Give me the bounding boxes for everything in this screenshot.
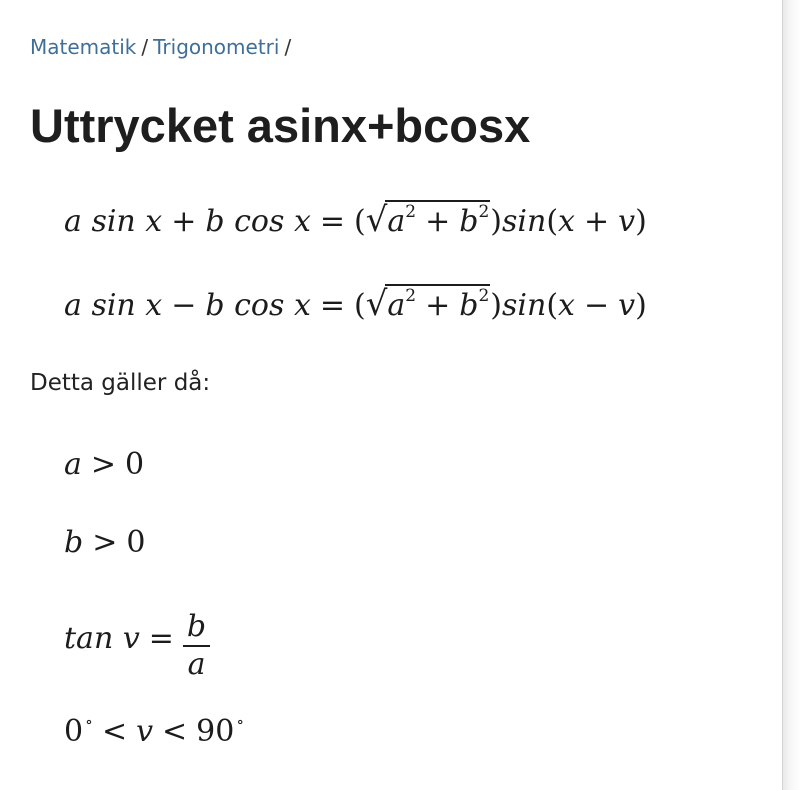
math-number: 0 — [125, 447, 145, 482]
math-exponent: 2 — [478, 286, 490, 306]
degree-symbol: ∘ — [236, 712, 245, 731]
math-function: sin — [502, 204, 547, 239]
math-symbol: x — [293, 288, 311, 323]
math-symbol: v — [618, 204, 636, 239]
radical-sign-icon: √ — [365, 284, 388, 324]
math-operator: < — [162, 714, 188, 749]
math-function: sin — [91, 288, 136, 323]
math-paren: ) — [635, 288, 647, 323]
math-symbol: v — [618, 288, 636, 323]
math-symbol: b — [459, 204, 479, 239]
math-paren: ( — [354, 288, 366, 323]
square-root — [366, 200, 491, 240]
math-operator: = — [148, 621, 174, 656]
math-symbol: x — [145, 204, 163, 239]
math-number: 0 — [126, 525, 146, 560]
math-symbol: a — [387, 288, 406, 323]
math-paren: ( — [546, 288, 559, 323]
math-symbol: x — [558, 204, 575, 239]
math-symbol: a — [64, 204, 82, 239]
square-root — [366, 284, 491, 324]
math-paren: ) — [635, 204, 647, 239]
math-operator: > — [92, 525, 118, 560]
window-edge — [782, 0, 800, 790]
math-operator: < — [101, 714, 128, 749]
breadcrumb-link-trigonometri[interactable]: Trigonometri — [153, 35, 280, 59]
math-symbol: a — [64, 447, 82, 482]
breadcrumb-separator: / — [141, 35, 149, 59]
math-operator: + — [425, 288, 451, 323]
math-symbol: x — [145, 288, 163, 323]
math-paren: ) — [490, 288, 503, 323]
math-symbol: x — [558, 288, 575, 323]
condition-b-positive — [64, 525, 145, 560]
breadcrumb — [30, 35, 296, 59]
math-symbol: v — [122, 621, 140, 656]
fraction-numerator: b — [186, 609, 207, 644]
formula-sum — [64, 200, 647, 240]
math-function: cos — [234, 288, 285, 323]
radicand — [385, 284, 490, 323]
math-paren: ) — [490, 204, 503, 239]
math-operator: − — [171, 288, 197, 323]
fraction — [183, 609, 210, 683]
math-symbol: b — [64, 525, 84, 560]
conditions-label: Detta gäller då: — [30, 370, 211, 396]
math-operator: = — [319, 204, 345, 239]
math-operator: − — [583, 288, 610, 323]
math-symbol: v — [136, 714, 154, 749]
formula-difference — [64, 284, 647, 324]
condition-tan-v — [64, 603, 210, 682]
math-function: tan — [64, 621, 114, 656]
math-symbol: b — [205, 204, 225, 239]
breadcrumb-separator: / — [284, 35, 292, 59]
radicand — [385, 200, 490, 239]
degree-symbol: ∘ — [85, 712, 93, 731]
math-symbol: b — [459, 288, 479, 323]
math-operator: + — [425, 204, 451, 239]
condition-v-range — [64, 714, 244, 749]
math-operator: > — [90, 447, 117, 482]
math-operator: + — [583, 204, 610, 239]
math-operator: = — [319, 288, 345, 323]
math-symbol: a — [387, 204, 406, 239]
math-exponent: 2 — [478, 202, 490, 222]
math-paren: ( — [546, 204, 559, 239]
math-symbol: x — [293, 204, 311, 239]
math-operator: + — [171, 204, 197, 239]
math-symbol: a — [64, 288, 82, 323]
fraction-denominator: a — [183, 645, 210, 683]
math-function: sin — [502, 288, 547, 323]
math-function: cos — [234, 204, 285, 239]
breadcrumb-link-matematik[interactable]: Matematik — [30, 35, 137, 59]
math-exponent: 2 — [405, 286, 417, 306]
page-title: Uttrycket asinx+bcosx — [30, 99, 531, 152]
math-paren: ( — [354, 204, 366, 239]
math-symbol: b — [205, 288, 225, 323]
math-exponent: 2 — [405, 202, 417, 222]
condition-a-positive — [64, 447, 144, 482]
math-number: 0 — [64, 714, 84, 749]
radical-sign-icon: √ — [365, 200, 388, 240]
math-function: sin — [91, 204, 136, 239]
math-number: 90 — [196, 714, 235, 749]
